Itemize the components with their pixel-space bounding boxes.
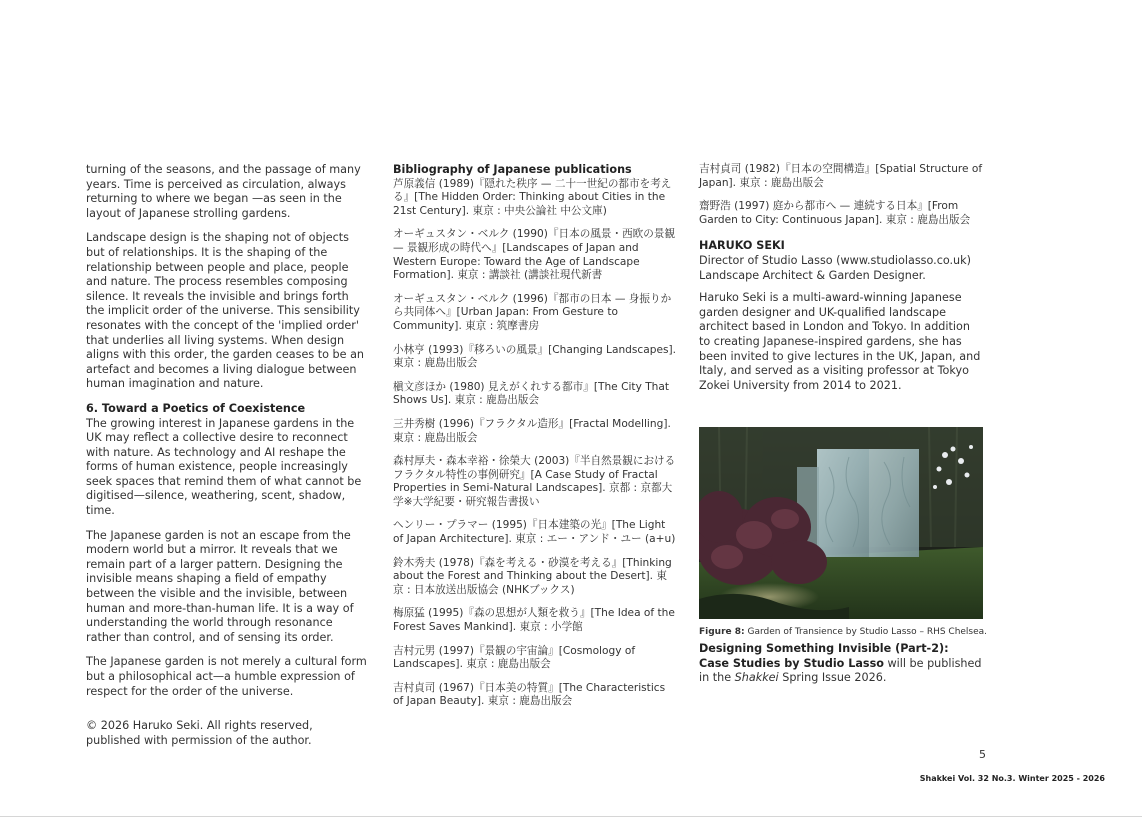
bibliography-entry: オーギュスタン・ベルク (1996)『都市の日本 — 身振りから共同体へ』[Urban Japan: From Gesture to Community]. 東京 : 筑摩書房: [393, 292, 672, 332]
bibliography-entry: 芦原義信 (1989)『隠れた秩序 — 二十一世紀の都市を考える』[The Hidden Order: Thinking about Cities in the 21st Century]. 東京 : 中央公論社 中公文庫): [393, 177, 672, 217]
article-column-1: [86, 163, 370, 758]
bibliography-entry: 槇文彦ほか (1980) 見えがくれする都市』[The City That Shows Us]. 東京 : 鹿島出版会: [393, 380, 670, 407]
copyright-notice: © 2026 Haruko Seki. All rights reserved, published with permission of the author.: [86, 719, 313, 747]
bibliography-entry: 鈴木秀夫 (1978)『森を考える・砂漠を考える』[Thinking about the Forest and Thinking about the Desert]. 東京 : 日本放送出版協会 (NHKブックス): [393, 556, 672, 596]
bibliography-heading: Bibliography of Japanese publications: [393, 163, 632, 176]
author-title: Landscape Architect & Garden Designer.: [699, 268, 926, 282]
author-role: Director of Studio Lasso (www.studiolasso.co.uk): [699, 253, 971, 267]
figure-caption: [699, 626, 989, 638]
figure-label: Figure 8:: [699, 627, 745, 637]
bibliography-entry: 森村厚夫・森本幸裕・徐榮大 (2003)『半自然景観におけるフラクタル特性の事例研究』[A Case Study of Fractal Properties in Semi-Natural Landscapes]. 京都 : 京都大学※大学紀要・研究報告書扱い: [393, 455, 676, 508]
promo-title-line-2: Case Studies by Studio Lasso: [699, 656, 884, 670]
article-column-3: [699, 163, 983, 403]
bibliography-entry: 梅原猛 (1995)『森の思想が人類を救う』[The Idea of the Forest Saves Mankind]. 東京 : 小学館: [393, 607, 675, 634]
bibliography-entry: 吉村貞司 (1967)『日本美の特質』[The Characteristics of Japan Beauty]. 東京 : 鹿島出版会: [393, 681, 666, 708]
journal-footer: Shakkei Vol. 32 No.3. Winter 2025 - 2026: [919, 774, 1105, 783]
garden-photo: [699, 427, 983, 619]
bibliography-entry: 吉村元男 (1997)『景観の宇宙論』[Cosmology of Landscapes]. 東京 : 鹿島出版会: [393, 644, 636, 671]
figure-caption-text: Garden of Transience by Studio Lasso – RHS Chelsea.: [747, 627, 988, 637]
bibliography-entry: オーギュスタン・ベルク (1990)『日本の風景・西欧の景観 — 景観形成の時代へ』[Landscapes of Japan and Western Europe: Toward the Age of Landscape Formation]. 東京 : 講談社 (講談社現代新書: [393, 228, 676, 282]
next-issue-promo: [699, 642, 989, 686]
promo-text: in the: [699, 671, 735, 685]
promo-title-line-1: Designing Something Invisible (Part-2):: [699, 642, 949, 655]
paragraph-landscape-design: Landscape design is the shaping not of objects but of relationships. It is the shaping of the relationship between people and place, people and nature. The process resembles composing silence. It reveals the invisible and brings forth the implicit order of the universe. This sensibility resonates with the concept of the 'implied order' that underlies all living systems. When design aligns with this order, the garden ceases to be an artefact and becomes a living dialogue between human imagination and nature.: [86, 231, 365, 391]
bibliography-entry: 三井秀樹 (1996)『フラクタル造形』[Fractal Modelling]. 東京 : 鹿島出版会: [393, 417, 671, 444]
bibliography-entry: 小林亨 (1993)『移ろいの風景』[Changing Landscapes]. 東京 : 鹿島出版会: [393, 343, 676, 370]
paragraph-intro: turning of the seasons, and the passage of many years. Time is perceived as circulation, always returning to where we began —as seen in the layout of Japanese strolling gardens.: [86, 163, 361, 220]
magazine-name: Shakkei: [734, 671, 779, 685]
bibliography-entry: 吉村貞司 (1982)『日本の空間構造』[Spatial Structure of Japan]. 東京 : 鹿島出版会: [699, 163, 983, 189]
section-heading: 6. Toward a Poetics of Coexistence: [86, 401, 306, 415]
bibliography-entry: ヘンリー・プラマー (1995)『日本建築の光』[The Light of Japan Architecture]. 東京 : エー・アンド・ユー (a+u): [393, 519, 676, 546]
garden-illustration: [699, 427, 983, 619]
author-name: HARUKO SEKI: [699, 239, 785, 253]
page-bottom-rule: [0, 816, 1142, 817]
promo-text: Spring Issue 2026.: [778, 671, 887, 685]
paragraph-growing-interest: The growing interest in Japanese gardens in the UK may reflect a collective desire to reconnect with nature. As technology and AI reshape the forms of human existence, people increasingly seek spaces that remind them of what cannot be digitised—silence, weathering, scent, shadow, time.: [86, 416, 362, 518]
bibliography-column: [393, 163, 677, 719]
glass-screen: [869, 449, 919, 557]
glass-screen: [817, 449, 869, 557]
bibliography-entry: 齋野浩 (1997) 庭から都市へ — 連続する日本』[From Garden to City: Continuous Japan]. 東京 : 鹿島出版会: [699, 200, 971, 226]
page-number: 5: [979, 748, 986, 761]
author-bio: Haruko Seki is a multi-award-winning Japanese garden designer and UK-qualified landscape architect based in London and Tokyo. In addition to creating Japanese-inspired gardens, she has been invited to give lectures in the UK, Japan, and Italy, and served as a visiting professor at Tokyo Zokei University from 2014 to 2021.: [699, 291, 981, 392]
paragraph-mirror: The Japanese garden is not an escape from the modern world but a mirror. It reveals that we remain part of a larger pattern. Designing the invisible means shaping a field of empathy between the visible and the invisible, between human and more-than-human life. It is a way of understanding the world through resonance rather than control, and of sensing its order.: [86, 528, 354, 644]
paragraph-philosophical-act: The Japanese garden is not merely a cultural form but a philosophical act—a humble expression of respect for the order of the universe.: [86, 655, 367, 698]
promo-text: will be published: [883, 656, 982, 670]
